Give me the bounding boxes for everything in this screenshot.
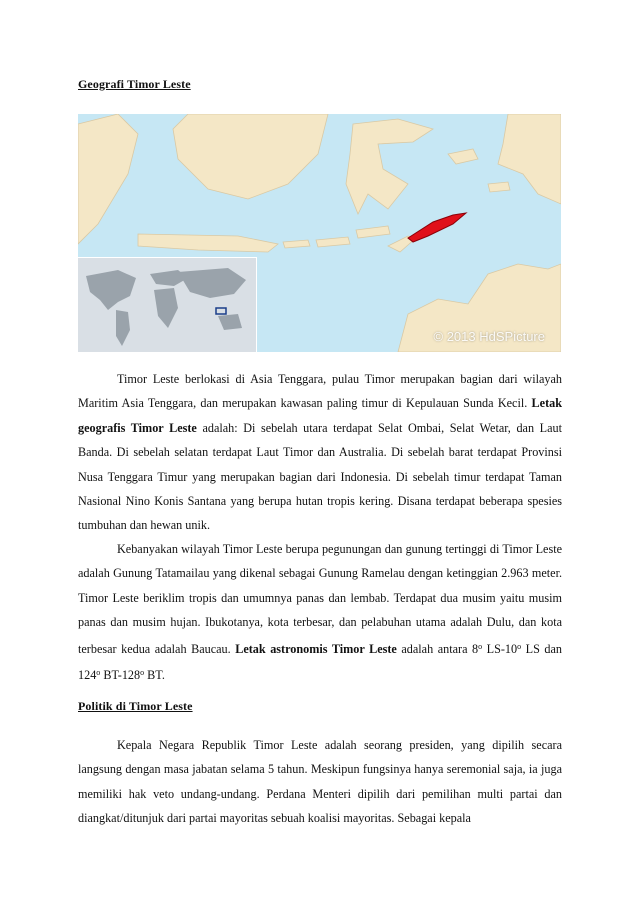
paragraph-text: Timor Leste berlokasi di Asia Tenggara, pulau Timor merupakan bagian dari wilayah Maritim Asia Tenggara, dan merupakan kawasan paling timur di Kepulauan Sunda Kecil.: [78, 372, 562, 411]
paragraph-text: LS-10: [482, 641, 518, 656]
paragraph-text: BT.: [144, 668, 165, 683]
paragraph-topografi: [78, 537, 562, 687]
degree-mark: o: [96, 668, 101, 678]
degree-mark: o: [478, 641, 483, 651]
map-image: [78, 114, 561, 352]
bold-term-geografis: Letak geografis Timor Leste: [78, 396, 562, 435]
bold-term-astronomis: Letak astronomis Timor Leste: [235, 641, 397, 656]
section-heading-politik: Politik di Timor Leste: [78, 699, 193, 713]
paragraph-politik: [78, 733, 562, 831]
world-map-graphic: [78, 258, 256, 352]
degree-mark: o: [517, 641, 522, 651]
world-locator-inset: [78, 257, 257, 352]
section-heading-geografi: Geografi Timor Leste: [78, 77, 191, 91]
paragraph-text: adalah: Di sebelah utara terdapat Selat Ombai, Selat Wetar, dan Laut Banda. Di sebelah selatan terdapat Laut Timor dan Australia. Di sebelah barat terdapat Provinsi Nusa Tenggara Timur yang merupakan bagian dari Indonesia. Di sebelah timur terdapat Taman Nasional Nino Konis Santana yang berupa hutan tropis kering. Disana terdapat beberapa spesies tumbuhan dan hewan unik.: [78, 420, 562, 533]
paragraph-geografi: [78, 367, 562, 538]
degree-mark: o: [140, 668, 145, 678]
paragraph-text: BT-128: [100, 668, 141, 683]
paragraph-text: adalah antara 8: [396, 641, 479, 656]
paragraph-text: Kebanyakan wilayah Timor Leste berupa pegunungan dan gunung tertinggi di Timor Leste adalah Gunung Tatamailau yang dikenal sebagai Gunung Ramelau dengan ketinggian 2.963 meter. Timor Leste beriklim tropis dan umumnya panas dan lembab. Terdapat dua musim yaitu musim panas dan musim hujan. Ibukotanya, kota terbesar, dan pelabuhan utama adalah Dulu, dan kota terbesar kedua adalah Baucau.: [78, 542, 562, 656]
map-watermark: © 2013 HdSPicture: [433, 329, 545, 344]
paragraph-text: LS dan 124: [78, 641, 562, 683]
paragraph-text: Kepala Negara Republik Timor Leste adalah seorang presiden, yang dipilih secara langsung dengan masa jabatan selama 5 tahun. Meskipun fungsinya hanya seremonial saja, ia juga memiliki hak veto undang-undang. Perdana Menteri dipilih dari pemilihan multi partai dan diangkat/ditunjuk dari partai mayoritas sebuah koalisi mayoritas. Sebagai kepala: [78, 738, 562, 826]
